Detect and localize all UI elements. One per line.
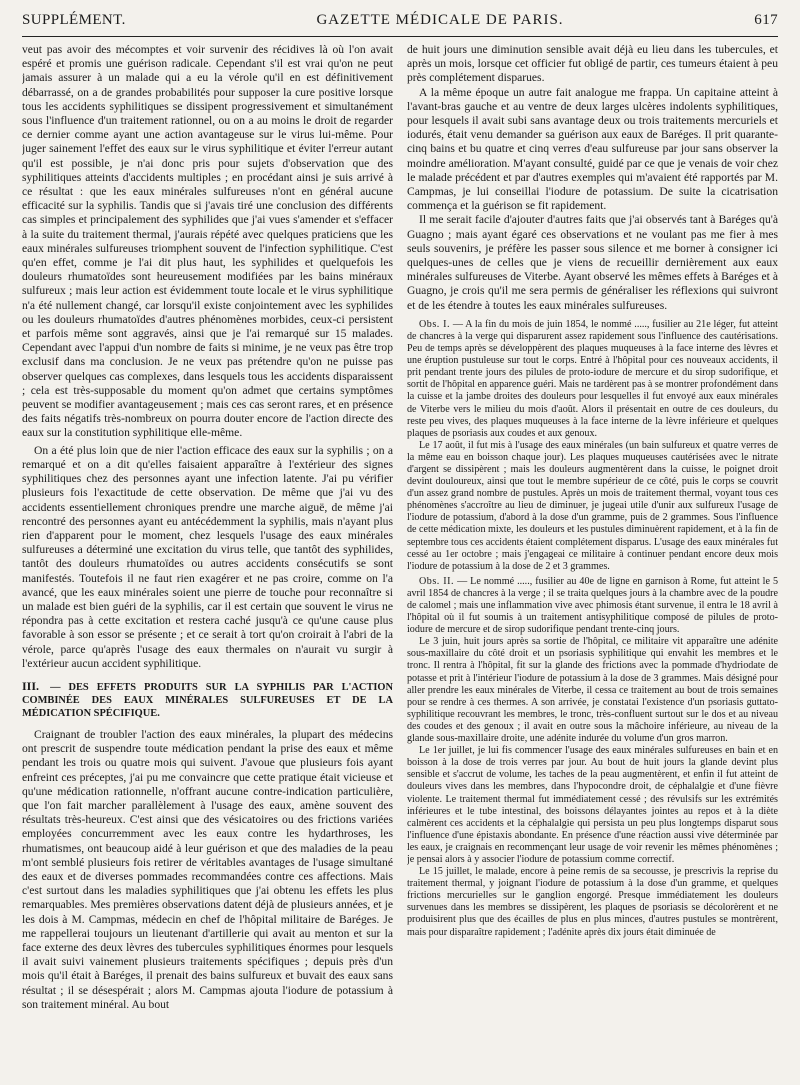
observation-text: — Le nommé ....., fusilier au 40e de ligne en garnison à Rome, fut atteint le 5 avril 1854 de chancres à la verge ; il se traita quelques jours à la chambre avec de la poudre de calomel ; mais une inflammation vive avec phimosis étant survenue, il entra le 18 avril à l'hôpital où il fut soumis à un traitement antisyphilitique composé de pilules de proto-iodure de mercure et de sirop sudorifique pendant trente-cinq jours.	[407, 575, 778, 636]
journal-title: GAZETTE MÉDICALE DE PARIS.	[316, 12, 564, 28]
header-rule	[22, 36, 778, 37]
observation-paragraph: Le 17 août, il fut mis à l'usage des eaux minérales (un bain sulfureux et quatre verres de la même eau en boisson chaque jour). Les plaques muqueuses cautérisées avec le nitrate d'argent se dissipèrent ; mais les douleurs augmentèrent dans la cuisse, le poignet droit devint douloureux, ainsi que tout le membre supérieur de ce côté, puis le corps se couvrit d'un assez grand nombre de pustules. Après un mois de traitement thermal, voyant tous ces phénomènes s'accroître au lieu de diminuer, je jugeai utile d'unir aux sulfureux l'usage de l'iodure de potassium, d'abord à la dose d'un gramme, puis de 2 grammes. Sous l'influence de cette médication mixte, les douleurs et les pustules diminuèrent rapidement, et à la fin de septembre tous ces accidents étaient complétement disparus. L'usage des eaux minérales fut cessé au 1er octobre ; mais j'engageai ce militaire à continuer pendant encore deux mois l'iodure de potassium à la dose de 2 et 3 grammes.	[407, 439, 778, 572]
observation-paragraph: Le 3 juin, huit jours après sa sortie de l'hôpital, ce militaire vit apparaître une adénite sous-maxillaire du côté droit et un psoriasis syphilitique qui envahit les membres et le tronc. Il rentra à l'hôpital, fit sur la glande des frictions avec la pommade d'hydriodate de potasse et prit à l'intérieur l'iodure de potassium à la dose de 3 grammes. Mais désigné pour aller prendre les eaux minérales de Viterbe, il cessa ce traitement au bout de trois semaines pour se rendre à ces thermes. A son arrivée, je constatai l'existence d'un psoriasis guttato-syphilitique recouvrant les membres, le tronc, très-confluent surtout sur le dos et au niveau des coudes et des genoux ; il avait en outre sous la mâchoire inférieure, au niveau de la glande sous-maxillaire droite, une adénite indurée du volume d'un gros marron.	[407, 636, 778, 745]
paragraph: Craignant de troubler l'action des eaux minérales, la plupart des médecins ont prescrit de suspendre toute médication pendant la prise des eaux et même pendant les trois ou quatre mois qui suivent. J'avoue que plusieurs fois ayant enfreint ces préceptes, j'ai pu me convaincre que cette pratique était vicieuse et qu'une médication rationnelle, n'offrant aucune contre-indication particulière, que l'on fait marcher parallèlement à l'usage des eaux, amène souvent des résultats très-heureux. C'est ainsi que des vésicatoires ou des frictions variées employées concurremment avec les eaux contre les hydarthroses, les rhumatismes, ont beaucoup aidé à leur guérison et que des maladies de la peau m'ont semblé plusieurs fois retirer de véritables avantages de l'usage simultané des eaux et de diverses pommades recommandées contre ces affections. Mais c'est surtout dans les maladies syphilitiques que j'ai obtenu les effets les plus remarquables. Mes premières observations datent déjà de plusieurs années, et je les dois à M. Campmas, médecin en chef de l'hôpital militaire de Baréges. Je me rappellerai toujours un lieutenant d'artillerie qui avait au menton et sur la face externe des deux lèvres des tubercules syphilitiques énormes pour lesquels il avait suivi vainement plusieurs traitements spécifiques ; depuis près d'un mois qu'il était à Baréges, il prenait des bains sulfureux et buvait des eaux sans résultat ; il se désespérait ; alors M. Campmas ajouta l'iodure de potassium à son traitement minéral. Au bout	[22, 727, 393, 1011]
paragraph: A la même époque un autre fait analogue me frappa. Un capitaine atteint à l'avant-bras gauche et au ventre de deux larges ulcères indolents syphilitiques, pour lesquels il avait subi sans avantage deux ou trois traitements mercuriels et iodurés, était venu demander sa guérison aux eaux de Baréges. Il prit quarante-cinq bains et bu quatre et cinq verres d'eau sulfureuse par jour sans observer la moindre amélioration. M'ayant consulté, guidé par ce que je venais de voir chez le malade précédent et par d'autres exemples qui m'avaient été rapportés par M. Campmas, je lui conseillai l'iodure de potassium. De suite la cicatrisation commença et la guérison se fit rapidement.	[407, 85, 778, 213]
observation-text: — A la fin du mois de juin 1854, le nommé ....., fusilier au 21e léger, fut atteint de chancres à la verge qui disparurent assez rapidement sous l'influence des cautérisations. Peu de temps après se développèrent des plaques muqueuses à la face interne des lèvres et une éruption pustuleuse sur tout le corps. Entré à l'hôpital pour ces nouveaux accidents, il prit pendant trente jours des pilules de proto-iodure de mercure et du sirop sudorifique, et sortit de l'hôpital en apparence guéri. Mais ne tardèrent pas à se montrer profondément dans la cuisse et la jambe droites des douleurs pour lesquelles il fut envoyé aux eaux minérales de Viterbe vers le milieu du mois d'août. Alors il présentait en outre de ces douleurs, du reste peu vives, des plaques muqueuses à la face interne de la lèvre inférieure et quelques plaques de psoriasis aux coudes et aux genoux.	[407, 318, 778, 439]
observation-paragraph	[407, 576, 778, 636]
observation-paragraph: Le 1er juillet, je lui fis commencer l'usage des eaux minérales sulfureuses en bain et en boisson à la dose de trois verres par jour. Au bout de huit jours la glande devint plus sensible et s'accrut de volume, les taches de la peau augmentèrent, et enfin il fut atteint de douleurs vives dans les membres, dans l'hypocondre droit, de céphalalgie et d'une fièvre violente. Le traitement thermal fut immédiatement cessé ; des révulsifs sur les extrémités inférieures et le tube intestinal, des boissons délayantes jointes au repos et à la diète calmèrent ces accidents et la céphalalgie qui persista un peu plus longtemps disparut sous l'influence d'une épistaxis abondante. En présence d'une réaction aussi vive déterminée par les eaux, je craignais en recommençant leur usage de voir revenir les mêmes phénomènes ; je pensai alors à y associer l'iodure de potassium comme correctif.	[407, 745, 778, 865]
observation-paragraph: Le 15 juillet, le malade, encore à peine remis de sa secousse, je prescrivis la reprise du traitement thermal, y joignant l'iodure de potassium à la dose d'un gramme, et quelques frictions mercurielles sur le ganglion engorgé. Presque immédiatement les douleurs survenues dans les membres se dissipèrent, les plaques de psoriasis se décolorèrent et ne produisirent plus que des écailles de plus en plus minces, d'autres pustules se montrèrent, mais pour disparaître rapidement ; l'adénite après dix jours était diminuée de	[407, 866, 778, 938]
section-number: III.	[22, 678, 40, 693]
supplement-label: SUPPLÉMENT.	[22, 12, 126, 28]
section-heading-text: — DES EFFETS PRODUITS SUR LA SYPHILIS PAR L'ACTION COMBINÉE DES EAUX MINÉRALES SULFUREUSES ET DE LA MÉDICATION SPÉCIFIQUE.	[22, 681, 393, 719]
observation-paragraph	[407, 319, 778, 440]
paragraph: On a été plus loin que de nier l'action efficace des eaux sur la syphilis ; on a remarqué et on a dit qu'elles faisaient apparaître à l'extérieur des signes syphilitiques chez des personnes ayant une infection latente. J'ai pu vérifier plusieurs fois l'exactitude de cette observation. De même que j'ai vu des accidents essentiellement chroniques prendre une marche aiguë, de même j'ai rencontré des personnes ayant eu antécédemment la syphilis, mais n'ayant plus rien d'apparent pour le moment, chez lesquels l'usage des eaux minérales sulfureuses a déterminé une excitation du virus telle, que tantôt des syphilides, tantôt des douleurs rhumatoïdes ou autres accidents consécutifs se sont manifestés. Toutefois il ne faut rien exagérer et ne pas croire, comme on l'a avancé, que les eaux minérales soient une pierre de touche pour reconnaître si un malade est bien guéri de la syphilis, car il est certain que souvent le virus ne répondra pas à cette excitation et restera caché jusqu'à ce qu'une cause plus favorable à son essor se présente ; et ce serait à tort qu'on croirait à l'abri de la vérole, parce qu'après l'usage des eaux thermales on n'aurait vu surgir à l'extérieur aucun accident syphilitique.	[22, 443, 393, 670]
observation-label: Obs. I.	[419, 318, 451, 330]
section-heading	[22, 680, 393, 720]
running-header	[22, 12, 778, 34]
observation-label: Obs. II.	[419, 575, 455, 587]
left-column	[22, 43, 393, 1079]
page-number: 617	[754, 12, 778, 28]
paragraph: Il me serait facile d'ajouter d'autres faits que j'ai observés tant à Baréges qu'à Guagno ; mais ayant égaré ces observations et ne voulant pas me fier à mes seuls souvenirs, je préfère les passer sous silence et me borner à consigner ici quelques-unes de celles que je viens de recueillir dernièrement aux eaux minérales sulfureuses de Viterbe. Ayant observé les mêmes effets à Baréges et à Guagno, je crois qu'il me sera permis de généraliser les réflexions qui suivront et de les étendre à toutes les eaux minérales sulfureuses.	[407, 213, 778, 312]
paragraph: de huit jours une diminution sensible avait déjà eu lieu dans les tubercules, et après un mois, lorsque cet officier fut obligé de partir, ces tumeurs étaient à peu près complétement disparues.	[407, 43, 778, 85]
two-column-body	[22, 43, 778, 1079]
right-column	[407, 43, 778, 1079]
paragraph: veut pas avoir des mécomptes et voir survenir des récidives là où l'on avait espéré et promis une guérison radicale. Cependant s'il est vrai qu'on ne peut jamais assurer à un malade qui a eu la vérole qu'il en est définitivement débarrassé, on a de grandes probabilités pour supposer la cure positive lorsque tous les accidents syphilitiques se dissipent progressivement et simultanément sous l'influence d'un traitement rationnel, ou on a au moins le droit de regarder ce dernier comme ayant une action avantageuse sur le virus lui-même. Pour juger sainement l'effet des eaux sur le virus syphilitique et éviter l'erreur autant qu'il est possible, je n'ai donc pris pour sujets d'observation que des syphilitiques atteints d'accidents multiples ; en procédant ainsi je suis arrivé à ce résultat : que les eaux minérales sulfureuses n'ont en général aucune efficacité sur la syphilis. Tandis que si j'avais tiré une conclusion des différents cas simples et principalement des syphilides que j'ai vues s'amender et s'effacer à la suite du traitement thermal, j'aurais répété avec quelques praticiens que les eaux minérales sulfureuses triomphent souvent de l'infection syphilitique. C'est qu'en effet, comme je l'ai dit plus haut, les syphilides et quelquefois les douleurs rhumatoïdes sont heureusement modifiées par les bains minéraux sulfureux ; mais leur action est évidemment toute locale et le virus syphilitique n'a été nullement changé, car lorsqu'il existe conjointement avec les syphilides ou les douleurs rhumatoïdes d'autres phénomènes morbides, ceux-ci persistent et parfois même sont aggravés, ainsi que je l'ai remarqué sur 15 malades. Cependant avec l'appui d'un nombre de faits si minime, je ne veux pas être trop exclusif dans ma conclusion. Je ne veux pas prétendre qu'on ne puisse pas observer quelques cas complexes, dans lesquels tous les accidents disparaissent ; cela est très-supposable du moment qu'on admet que certains symptômes peuvent se modifier avantageusement ; mais ces cas seront rares, et en présence des faits négatifs très-nombreux on pourra douter encore de l'action directe des eaux sur la constitution syphilitique elle-même.	[22, 43, 393, 440]
